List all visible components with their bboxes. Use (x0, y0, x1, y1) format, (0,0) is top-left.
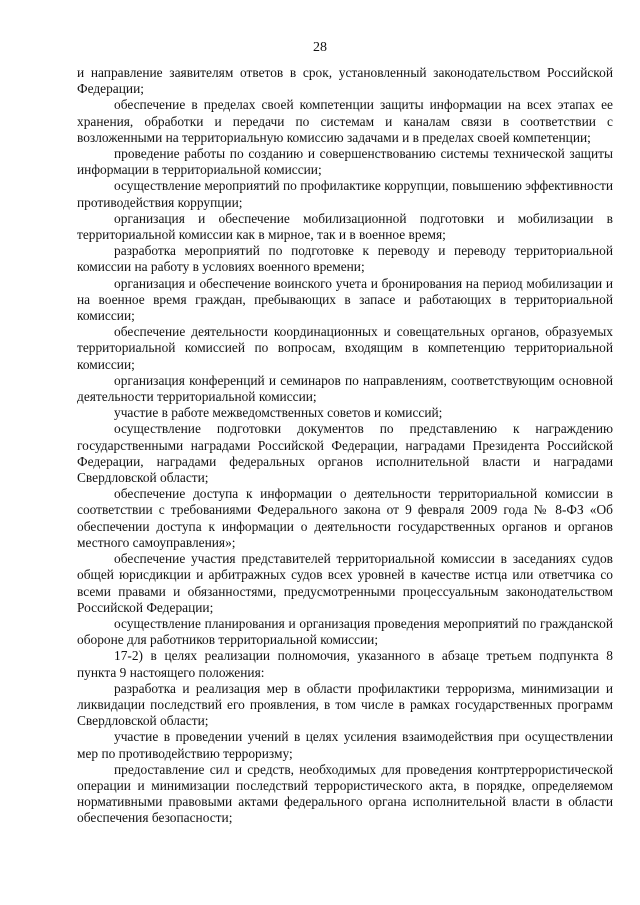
paragraph: обеспечение участия представителей территориальной комиссии в заседаниях судов общей юрисдикции и арбитражных судов всех уровней в качестве истца или ответчика со всеми правами и обязанностями, предусмотренными процессуальным законодательством Российской Федерации; (77, 551, 617, 615)
paragraph: организация и обеспечение воинского учета и бронирования на период мобилизации и на военное время граждан, пребывающих в запасе и работающих в территориальной комиссии; (77, 275, 617, 324)
paragraph: организация и обеспечение мобилизационной подготовки и мобилизации в территориальной комиссии как в мирное, так и в военное время; (77, 210, 617, 243)
paragraph: предоставление сил и средств, необходимых для проведения контртеррористической операции и минимизации последствий террористического акта, в порядке, определяемом нормативными правовыми актами федерального органа исполнительной власти в области обеспечения безопасности; (77, 761, 617, 826)
paragraph: 17-2) в целях реализации полномочия, указанного в абзаце третьем подпункта 8 пункта 9 настоящего положения: (77, 648, 617, 680)
paragraph: участие в работе межведомственных советов и комиссий; (114, 405, 443, 421)
paragraph: обеспечение в пределах своей компетенции защиты информации на всех этапах ее хранения, обработки и передачи по системам и каналам связи в соответствии с возложенными на территориальную комиссию задачами и в пределах своей компетенции; (77, 97, 617, 145)
paragraph: организация конференций и семинаров по направлениям, соответствующим основной деятельности территориальной комиссии; (77, 372, 617, 405)
paragraph: осуществление мероприятий по профилактике коррупции, повышению эффективности противодействия коррупции; (77, 178, 617, 210)
paragraph: участие в проведении учений в целях усиления взаимодействия при осуществлении мер по противодействию терроризму; (77, 729, 617, 761)
paragraph: разработка мероприятий по подготовке к переводу и переводу территориальной комиссии на работу в условиях военного времени; (77, 243, 617, 275)
paragraph: осуществление планирования и организация проведения мероприятий по гражданской обороне для работников территориальной комиссии; (77, 615, 617, 648)
document-body (77, 65, 617, 827)
paragraph: обеспечение доступа к информации о деятельности территориальной комиссии в соответствии с требованиями Федерального закона от 9 февраля 2009 года № 8-ФЗ «Об обеспечении доступа к информации о деятельности государственных органов и органов местного самоуправления»; (77, 486, 617, 550)
paragraph: разработка и реализация мер в области профилактики терроризма, минимизации и ликвидации последствий его проявления, в том числе в рамках государственных программ Свердловской области; (77, 680, 617, 729)
paragraph: обеспечение деятельности координационных и совещательных органов, образуемых территориальной комиссией по вопросам, входящим в компетенцию территориальной комиссии; (77, 324, 617, 372)
page-number: 28 (313, 40, 327, 55)
paragraph: осуществление подготовки документов по представлению к награждению государственными наградами Российской Федерации, наградами Президента Российской Федерации, наградами федеральных органов исполнительной власти и наградами Свердловской области; (77, 421, 617, 486)
paragraph: и направление заявителям ответов в срок, установленный законодательством Российской Федерации; (77, 65, 617, 97)
paragraph: проведение работы по созданию и совершенствованию системы технической защиты информации в территориальной комиссии; (77, 146, 617, 178)
